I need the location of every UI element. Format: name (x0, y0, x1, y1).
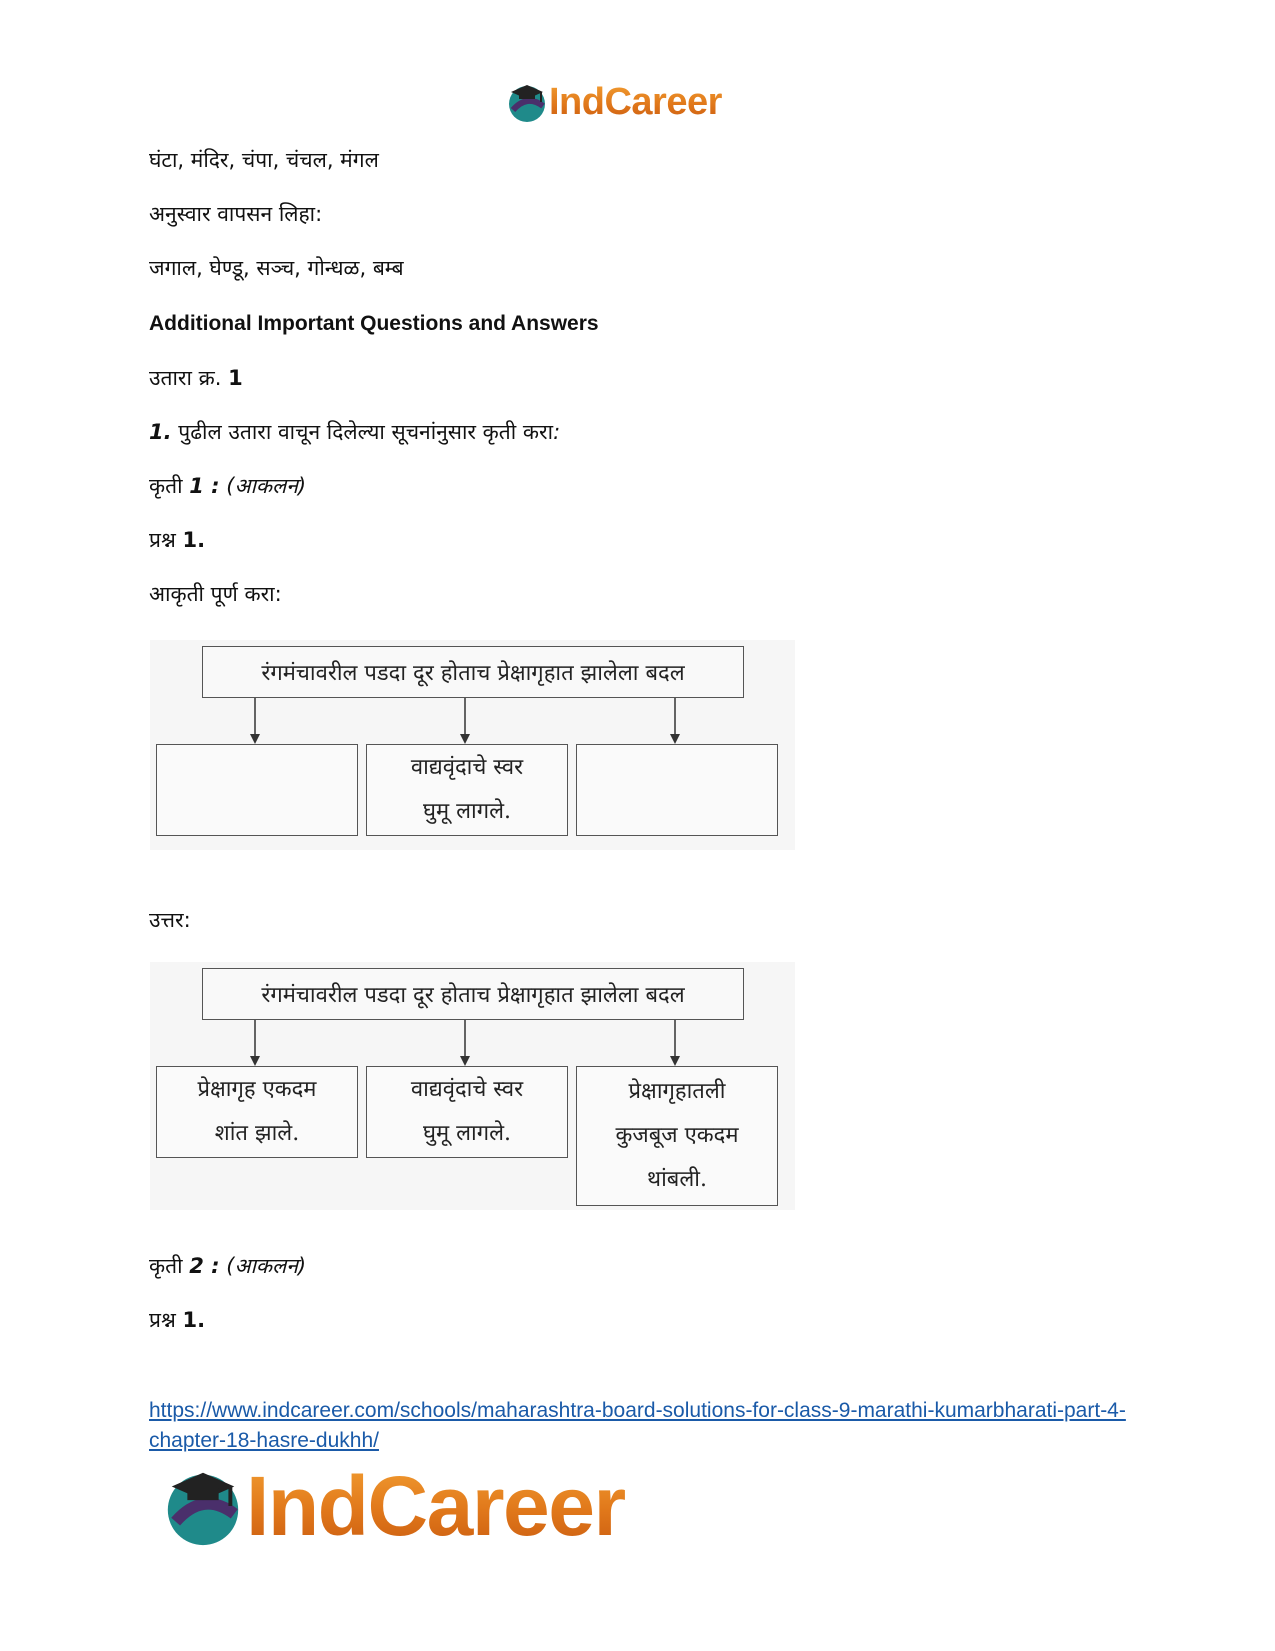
question-line (149, 418, 560, 446)
answer-box-right: प्रेक्षागृहातली कुजबूज एकदम थांबली. (576, 1066, 778, 1206)
prashna-1-number: 1. (182, 528, 206, 552)
diagram-top-box: रंगमंचावरील पडदा दूर होताच प्रेक्षागृहात झालेला बदल (202, 646, 744, 698)
answer-diagram (150, 962, 795, 1210)
source-link[interactable]: https://www.indcareer.com/schools/maharashtra-board-solutions-for-class-9-marathi-kumarbharati-part-4-chapter-18-hasre-dukhh/ (149, 1399, 1126, 1452)
prashna-2-label: प्रश्न (149, 1308, 176, 1332)
logo-text: IndCareer (549, 80, 722, 123)
prashna-1-label: प्रश्न (149, 528, 176, 552)
answer-top-box: रंगमंचावरील पडदा दूर होताच प्रेक्षागृहात झालेला बदल (202, 968, 744, 1020)
activity-2-label: कृती (149, 1254, 183, 1278)
line-instruction: अनुस्वार वापसन लिहा: (149, 202, 323, 226)
diagram-box-middle: वाद्यवृंदाचे स्वर घुमू लागले. (366, 744, 568, 836)
complete-diagram-instruction: आकृती पूर्ण करा: (149, 582, 282, 606)
activity-1-label: कृती (149, 474, 183, 498)
prashna-2-line (149, 1306, 205, 1334)
question-diagram (150, 640, 795, 850)
activity-2-number: 2 : (189, 1254, 220, 1278)
answer-box-middle: वाद्यवृंदाचे स्वर घुमू लागले. (366, 1066, 568, 1158)
section-heading: Additional Important Questions and Answers (149, 312, 599, 335)
prashna-2-number: 1. (182, 1308, 206, 1332)
passage-number: 1 (228, 366, 243, 390)
question-colon: : (553, 420, 561, 444)
activity-1-line (149, 472, 306, 500)
footer-logo-text: IndCareer (246, 1458, 625, 1553)
question-number: 1. (149, 420, 172, 444)
graduation-globe-icon (160, 1463, 246, 1549)
prashna-1-line (149, 526, 205, 554)
diagram-box-right (576, 744, 778, 836)
passage-label-text: उतारा क्र. (149, 366, 222, 390)
question-text: पुढील उतारा वाचून दिलेल्या सूचनांनुसार कृती करा (178, 420, 554, 444)
answer-box-left: प्रेक्षागृह एकदम शांत झाले. (156, 1066, 358, 1158)
header-logo (505, 78, 722, 126)
diagram-box-left (156, 744, 358, 836)
answer-label: उत्तर: (149, 908, 191, 932)
passage-label (149, 364, 243, 392)
activity-1-number: 1 : (189, 474, 220, 498)
graduation-globe-icon (505, 80, 549, 124)
activity-2-type: (आकलन) (226, 1254, 307, 1278)
footer-logo (160, 1458, 625, 1553)
activity-2-line (149, 1252, 306, 1280)
line-words-2: जगाल, घेण्डू, सञ्च, गोन्धळ, बम्ब (149, 256, 404, 280)
activity-1-type: (आकलन) (226, 474, 307, 498)
line-words-1: घंटा, मंदिर, चंपा, चंचल, मंगल (149, 148, 379, 172)
